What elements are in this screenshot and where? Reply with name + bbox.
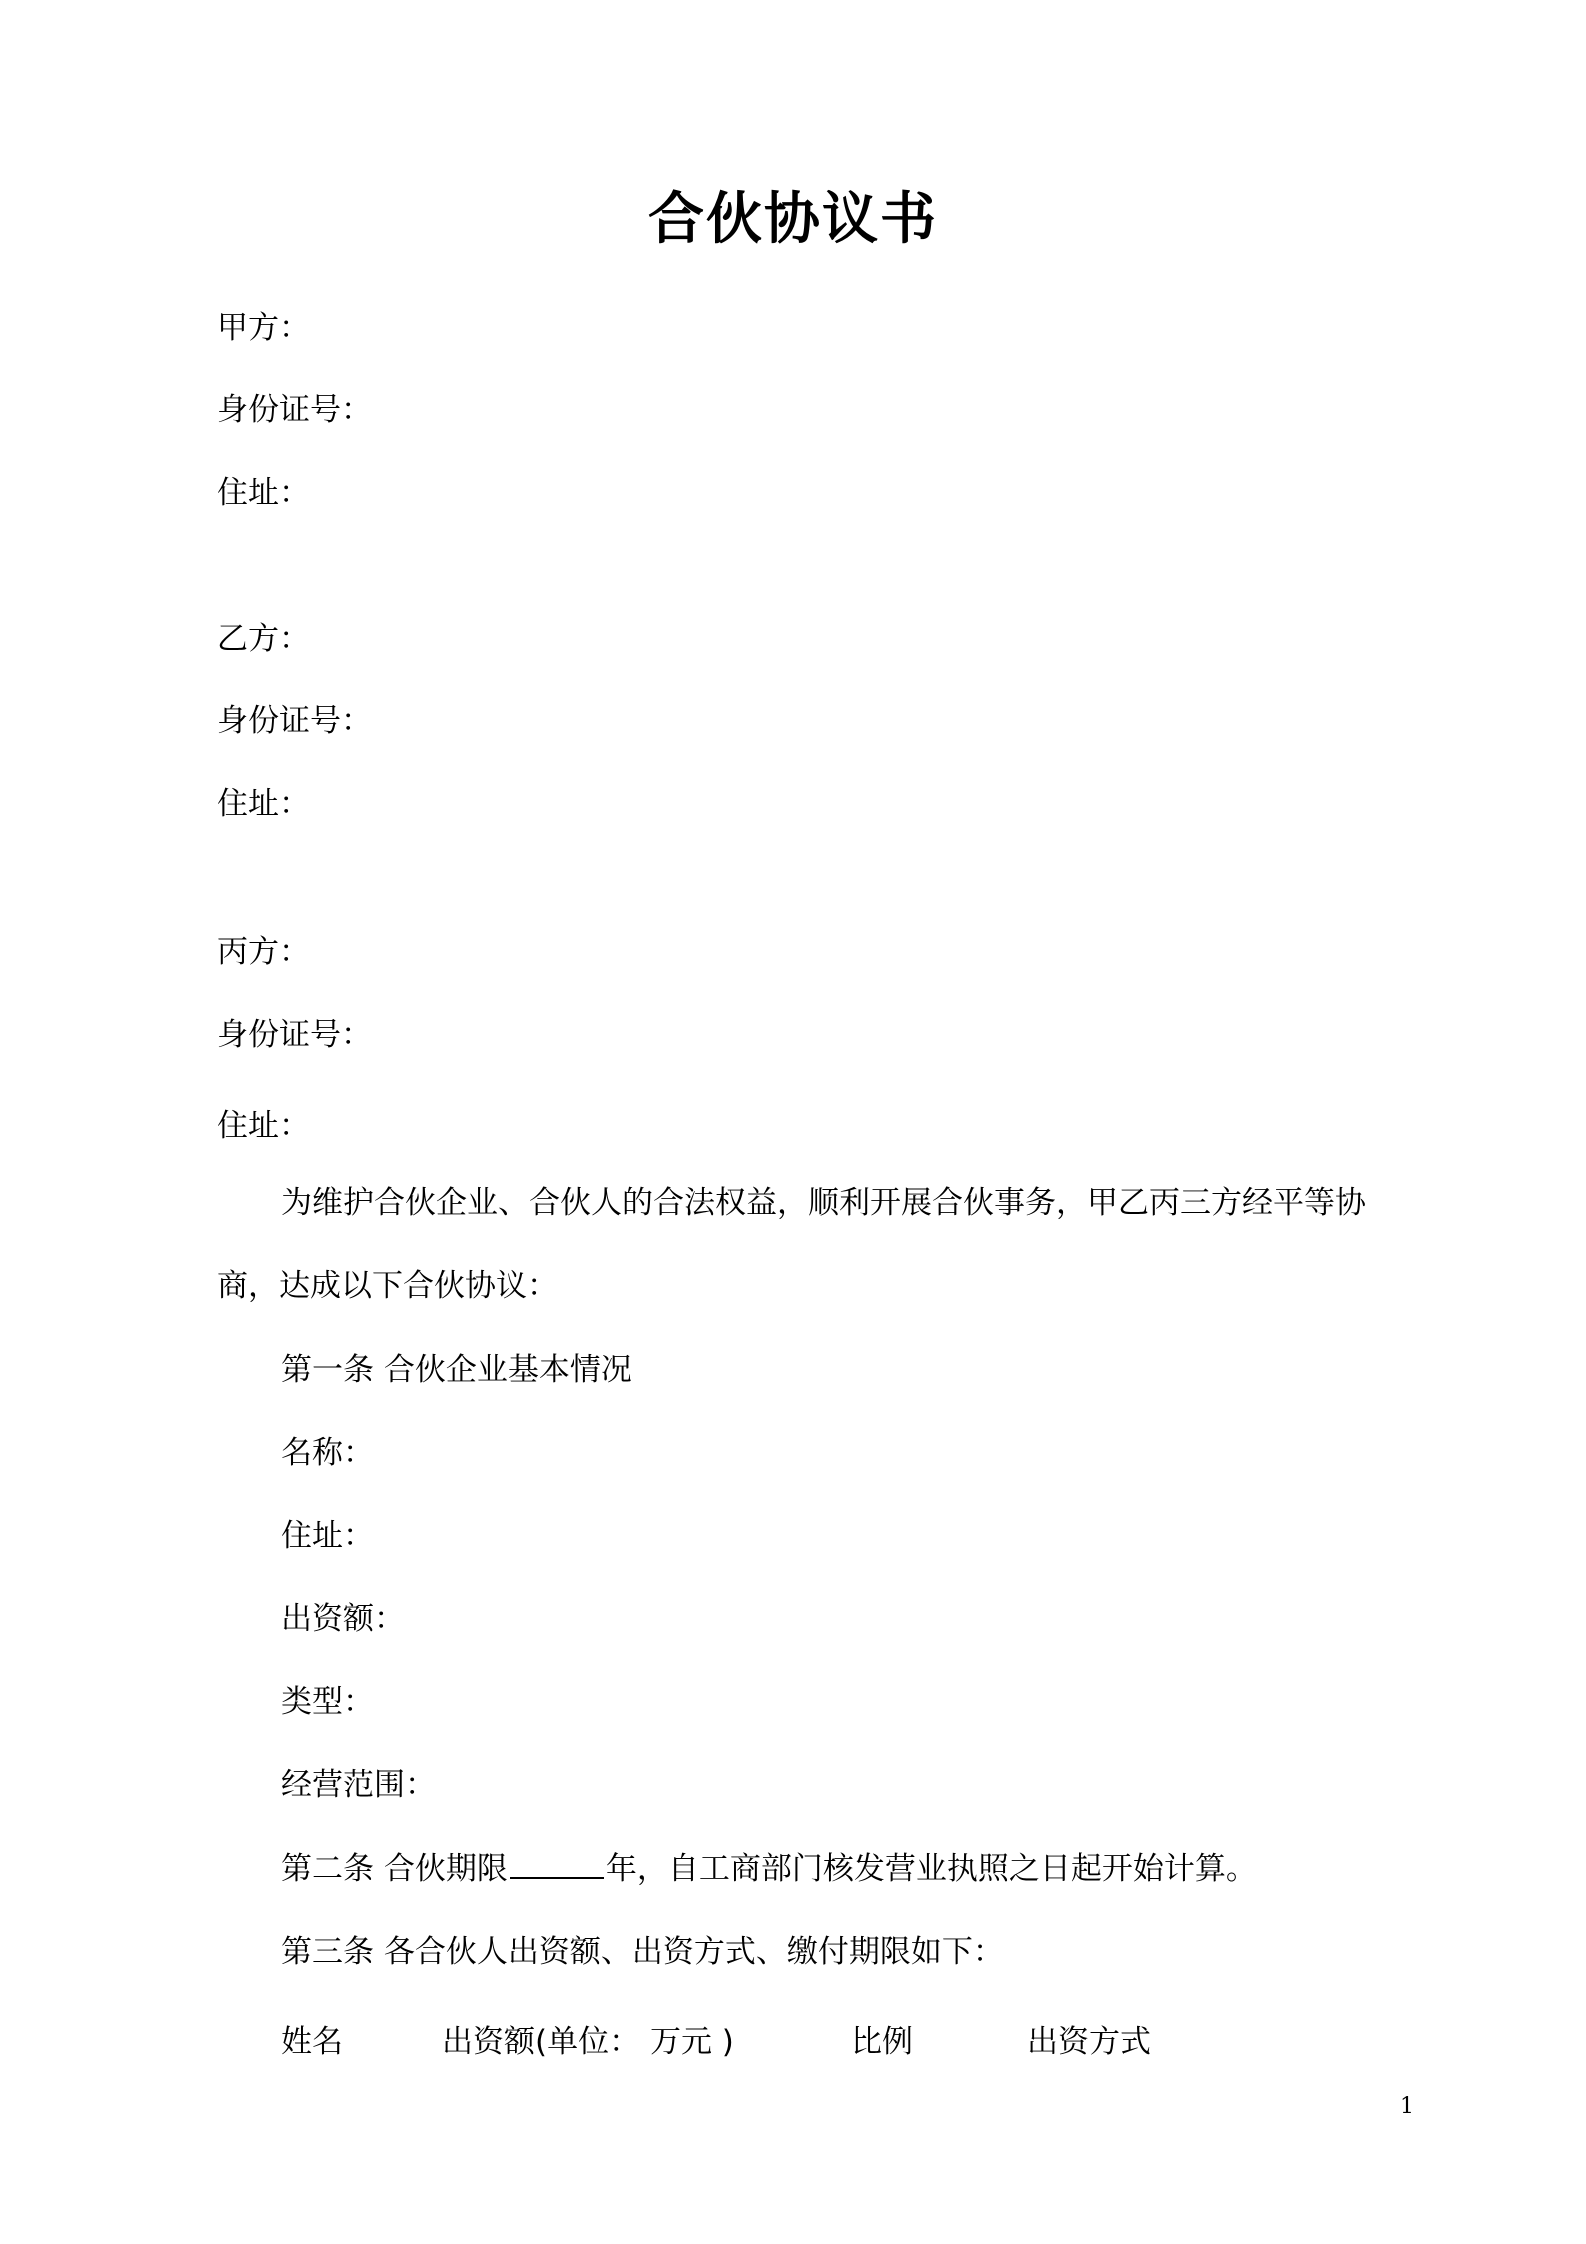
article-2-suffix: 年，自工商部门核发营业执照之日起开始计算。 (605, 1851, 1257, 1887)
article-1-heading: 第一条 合伙企业基本情况 (281, 1352, 632, 1388)
party-c-id-label: 身份证号： (217, 1017, 372, 1053)
article-2-prefix: 第二条 合伙期限 (281, 1851, 508, 1887)
party-c-address-label: 住址： (217, 1108, 310, 1144)
article-3-heading: 第三条 各合伙人出资额、出资方式、缴付期限如下： (281, 1934, 1004, 1970)
party-b-id-label: 身份证号： (217, 703, 372, 739)
column-header-amount: 出资额(单位： 万元 ) (442, 2024, 734, 2060)
enterprise-name-label: 名称： (281, 1435, 374, 1471)
column-header-ratio: 比例 (851, 2024, 913, 2060)
party-a-address-label: 住址： (217, 475, 310, 511)
enterprise-capital-label: 出资额： (281, 1601, 405, 1637)
enterprise-address-label: 住址： (281, 1518, 374, 1554)
party-a-label: 甲方： (217, 310, 310, 346)
contribution-table-header (0, 2020, 1586, 2064)
page-number: 1 (1400, 2094, 1414, 2119)
enterprise-type-label: 类型： (281, 1684, 374, 1720)
enterprise-scope-label: 经营范围： (281, 1767, 436, 1803)
column-header-method: 出资方式 (1027, 2024, 1151, 2060)
party-b-label: 乙方： (217, 621, 310, 657)
party-b-address-label: 住址： (217, 786, 310, 822)
preamble-line-2: 商，达成以下合伙协议： (217, 1268, 558, 1304)
party-a-id-label: 身份证号： (217, 392, 372, 428)
term-years-blank (510, 1847, 604, 1879)
article-2 (281, 1847, 1257, 1891)
column-header-name: 姓名 (281, 2024, 343, 2060)
party-c-label: 丙方： (217, 934, 310, 970)
preamble-line-1: 为维护合伙企业、合伙人的合法权益，顺利开展合伙事务，甲乙丙三方经平等协 (281, 1185, 1366, 1221)
document-title: 合伙协议书 (648, 187, 938, 252)
